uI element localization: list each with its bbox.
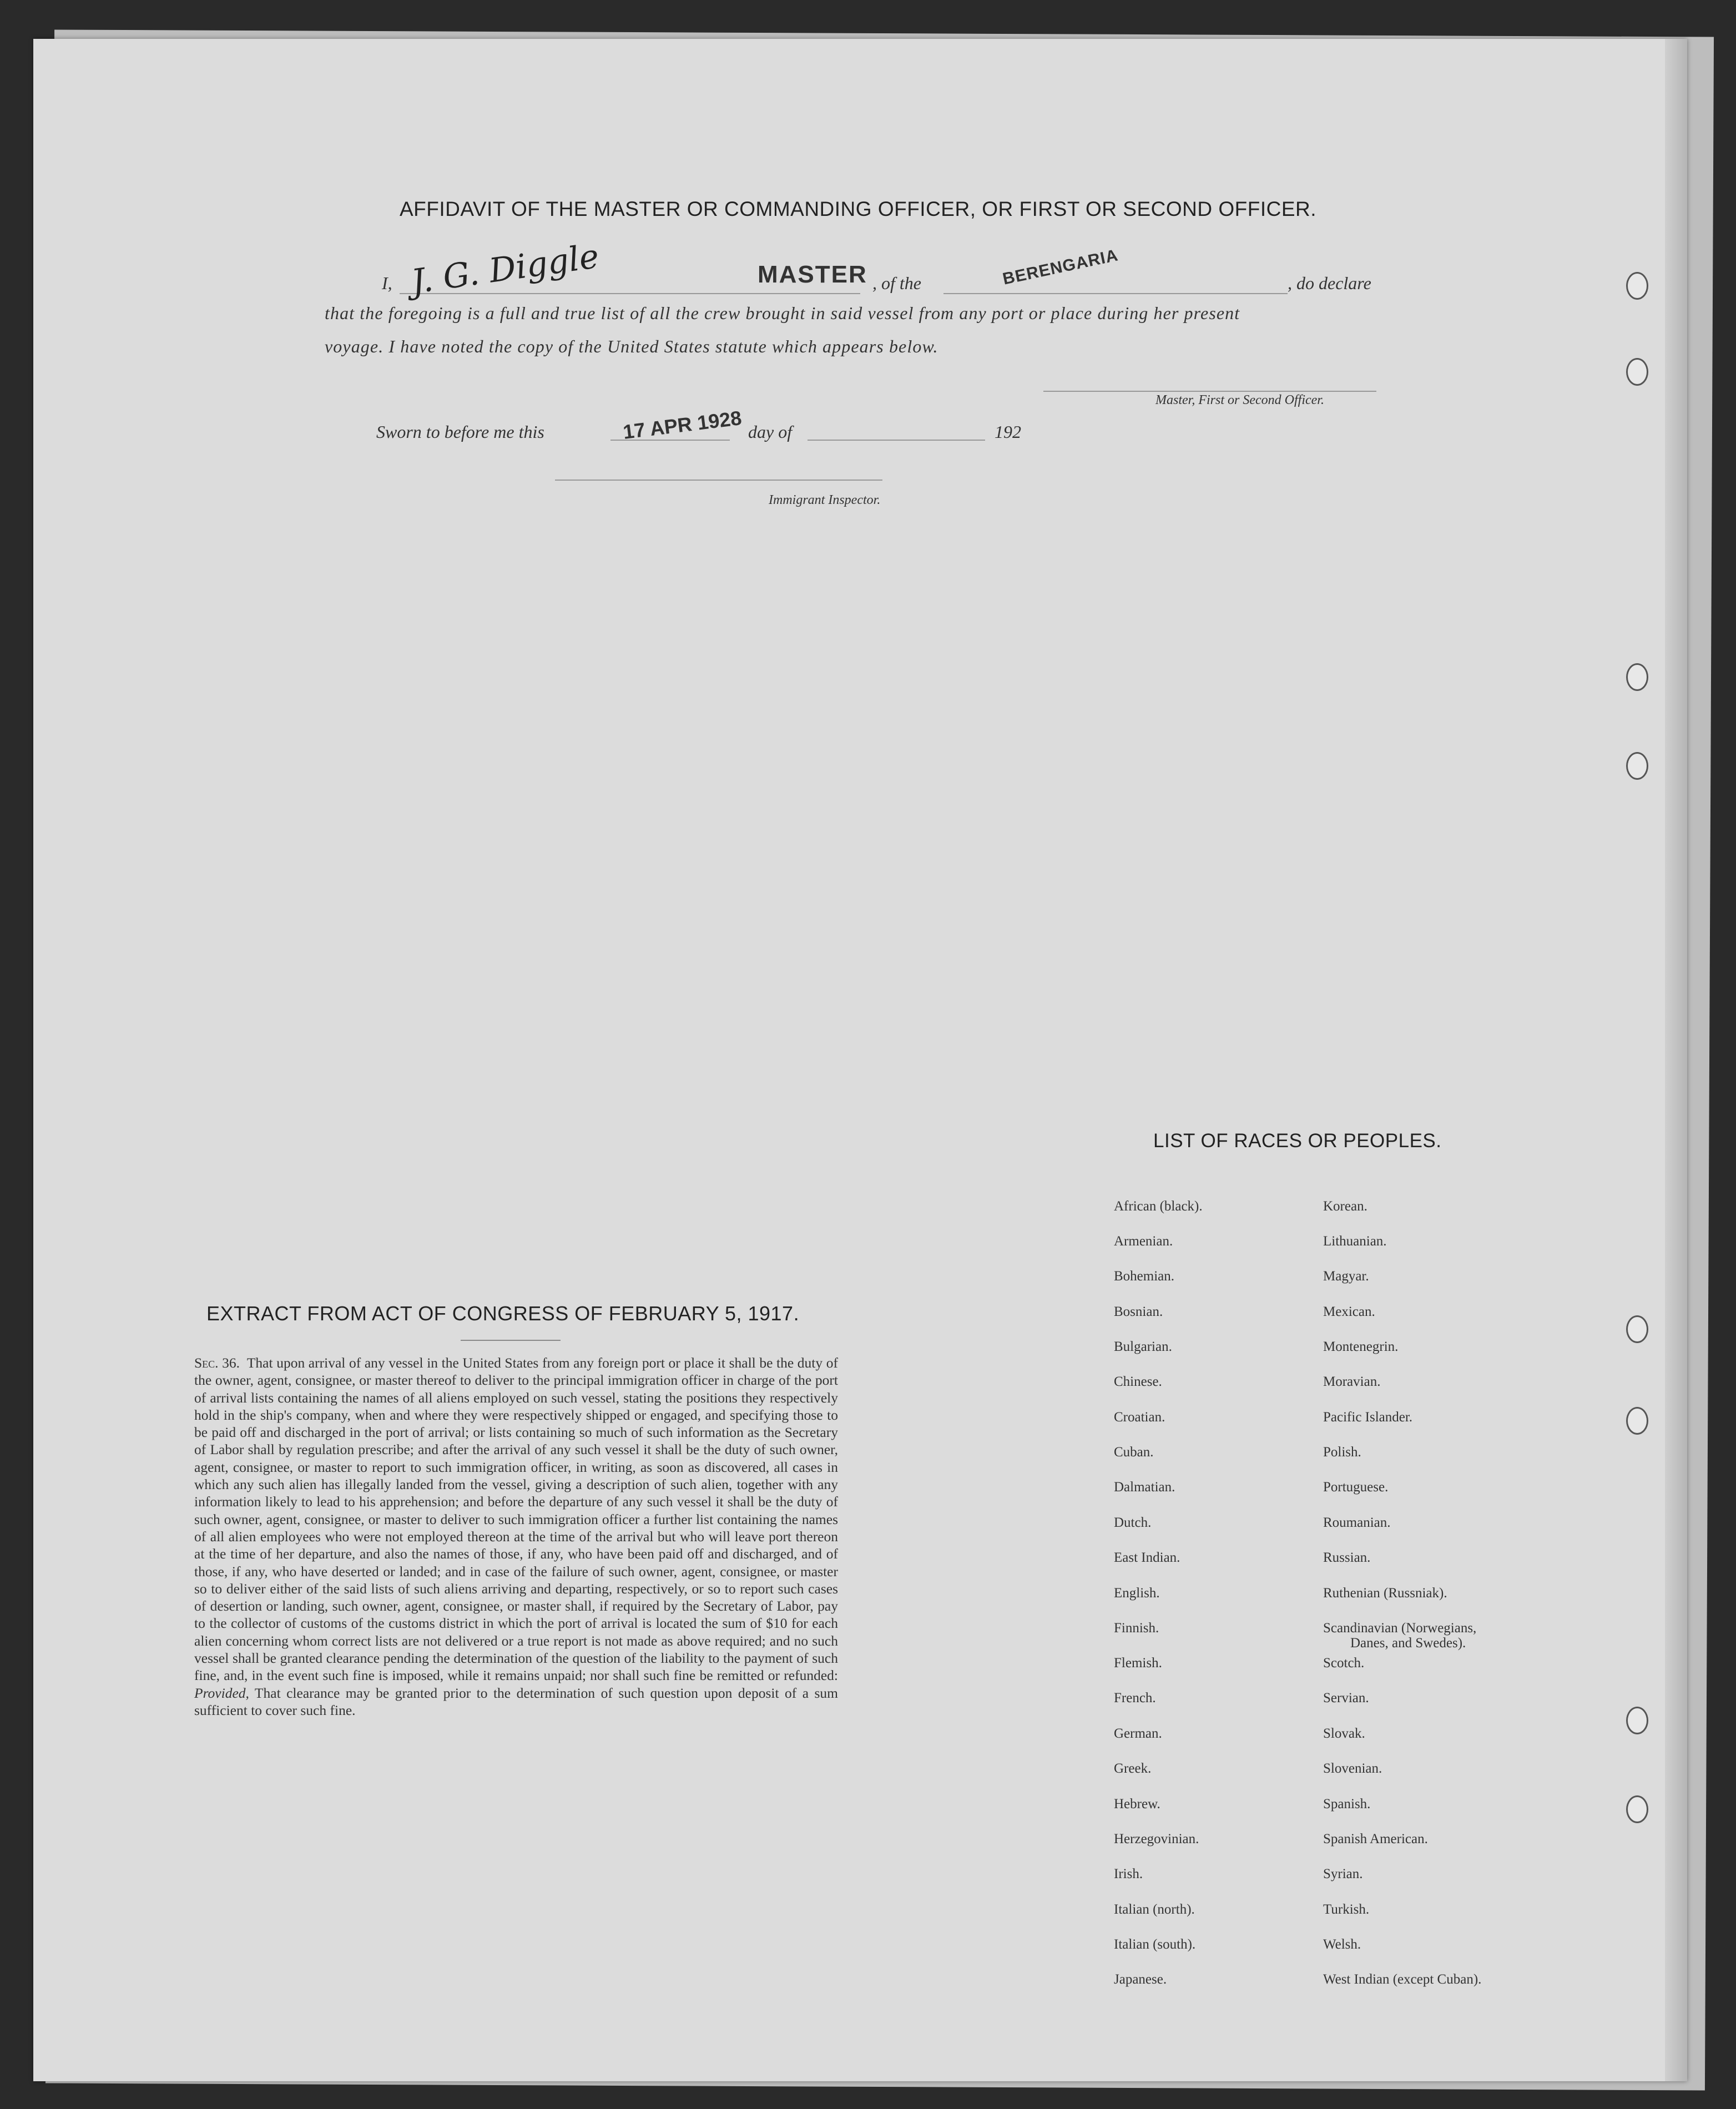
inspector-signature-line bbox=[555, 480, 882, 481]
race-item: Pacific Islander. bbox=[1323, 1410, 1413, 1425]
race-item: Welsh. bbox=[1323, 1937, 1361, 1952]
page-edge bbox=[1665, 39, 1687, 2081]
race-item: Turkish. bbox=[1323, 1902, 1370, 1917]
races-list-title: LIST OF RACES OR PEOPLES. bbox=[1153, 1130, 1442, 1152]
race-item: Greek. bbox=[1114, 1761, 1152, 1776]
race-item: Chinese. bbox=[1114, 1374, 1162, 1389]
extract-body bbox=[194, 1354, 838, 1719]
extract-text-end: That clearance may be granted prior to the determination of such question upon deposit of a sum sufficient to cover such fine. bbox=[194, 1684, 839, 1718]
race-item: Scandinavian (Norwegians, bbox=[1323, 1621, 1477, 1636]
race-item: Ruthenian (Russniak). bbox=[1323, 1586, 1447, 1601]
race-item: Moravian. bbox=[1323, 1374, 1381, 1389]
race-item: Flemish. bbox=[1114, 1656, 1162, 1671]
race-item: Cuban. bbox=[1114, 1445, 1154, 1460]
race-item: Russian. bbox=[1323, 1550, 1371, 1565]
binder-hole bbox=[1626, 1795, 1648, 1823]
binder-hole bbox=[1626, 358, 1648, 386]
race-item: Danes, and Swedes). bbox=[1350, 1636, 1466, 1651]
race-item: East Indian. bbox=[1114, 1550, 1180, 1565]
race-item: Japanese. bbox=[1114, 1972, 1167, 1987]
race-item: Dutch. bbox=[1114, 1515, 1152, 1530]
race-item: African (black). bbox=[1114, 1199, 1203, 1214]
race-item: Herzegovinian. bbox=[1114, 1832, 1199, 1846]
binder-hole bbox=[1626, 663, 1648, 691]
race-item: Armenian. bbox=[1114, 1234, 1173, 1249]
binder-hole bbox=[1626, 1315, 1648, 1343]
race-item: Dalmatian. bbox=[1114, 1480, 1175, 1495]
extract-text: That upon arrival of any vessel in the United States from any foreign port or place it shall be the duty of the owner, agent, consignee, or master thereof to deliver to the principal immigration officer in charge of the port of arrival lists containing the names of all aliens employed on such vessel, stating the positions they respectively hold in the ship's company, when and where they were respectively shipped or engaged, and specifying those to be paid off and discharged in the port of arrival; or lists containing so much of such information as the Secretary of Labor shall by regulation prescribe; and after the arrival of any such vessel it shall be the duty of such owner, agent, consignee, or master to report to such immigration officer, in writing, as soon as discovered, all cases in which any such alien has illegally landed from the vessel, giving a description of such alien, together with any information likely to lead to his apprehension; and before the departure of any such vessel it shall be the duty of such owner, agent, consignee, or master to deliver to such immigration officer a further list containing the names of all alien employees who were not employed thereon at the time of the arrival but who will leave port thereon at the time of her departure, and also the names of those, if any, who have been paid off and discharged, and of those, if any, who have deserted or landed; and in case of the failure of such owner, agent, consignee, or master so to deliver either of the said lists of such aliens arriving and departing, respectively, or so to report such cases of desertion or landing, such owner, agent, consignee, or master shall, if required by the Secretary of Labor, pay to the collector of customs of the customs district in which the port of arrival is located the sum of $10 for each alien concerning whom correct lists are not delivered or a true report is not made as above required; and no such vessel shall be granted clearance pending the determination of the question of the liability to the payment of such fine, and, in the event such fine is imposed, while it remains unpaid; nor shall such fine be remitted or refunded: bbox=[194, 1355, 838, 1684]
extract-title-rule bbox=[461, 1340, 561, 1341]
sworn-month-line bbox=[808, 440, 985, 441]
race-item: Mexican. bbox=[1323, 1304, 1375, 1319]
date-stamp: 17 APR 1928 bbox=[622, 406, 743, 443]
affidavit-intro-i: I, bbox=[382, 273, 392, 293]
race-item: French. bbox=[1114, 1691, 1156, 1706]
race-item: Irish. bbox=[1114, 1866, 1143, 1881]
race-item: West Indian (except Cuban). bbox=[1323, 1972, 1482, 1987]
officer-caption: Master, First or Second Officer. bbox=[1155, 393, 1324, 407]
race-item: Bohemian. bbox=[1114, 1269, 1175, 1284]
race-item: Hebrew. bbox=[1114, 1797, 1160, 1812]
provided-word: Provided, bbox=[194, 1684, 249, 1701]
officer-signature-line bbox=[1043, 391, 1376, 392]
binder-hole bbox=[1626, 1407, 1648, 1435]
day-of-text: day of bbox=[748, 422, 793, 442]
race-item: Lithuanian. bbox=[1323, 1234, 1387, 1249]
race-item: Korean. bbox=[1323, 1199, 1367, 1214]
affidavit-title: AFFIDAVIT OF THE MASTER OR COMMANDING OFFICER, OR FIRST OR SECOND OFFICER. bbox=[400, 198, 1317, 220]
race-item: Italian (north). bbox=[1114, 1902, 1195, 1917]
binder-hole bbox=[1626, 1707, 1648, 1734]
race-item: Syrian. bbox=[1323, 1866, 1363, 1881]
race-item: Magyar. bbox=[1323, 1269, 1369, 1284]
race-item: Polish. bbox=[1323, 1445, 1361, 1460]
race-item: Bosnian. bbox=[1114, 1304, 1163, 1319]
race-item: Finnish. bbox=[1114, 1621, 1159, 1636]
race-item: English. bbox=[1114, 1586, 1160, 1601]
sworn-text: Sworn to before me this bbox=[376, 422, 544, 442]
race-item: Servian. bbox=[1323, 1691, 1369, 1706]
year-prefix: 192 bbox=[995, 422, 1021, 442]
binder-hole bbox=[1626, 272, 1648, 300]
vessel-stamp: BERENGARIA bbox=[1001, 246, 1120, 289]
race-item: Roumanian. bbox=[1323, 1515, 1391, 1530]
extract-title: EXTRACT FROM ACT OF CONGRESS OF FEBRUARY 5, 1917. bbox=[206, 1302, 800, 1325]
race-item: Portuguese. bbox=[1323, 1480, 1389, 1495]
master-signature: J. G. Diggle bbox=[408, 236, 602, 302]
race-item: Spanish. bbox=[1323, 1797, 1371, 1812]
inspector-caption: Immigrant Inspector. bbox=[769, 493, 881, 507]
race-item: Slovak. bbox=[1323, 1726, 1365, 1741]
affidavit-body-line-1: that the foregoing is a full and true list of all the crew brought in said vessel from any port or place during her present bbox=[325, 303, 1240, 323]
affidavit-body-line-2: voyage. I have noted the copy of the United States statute which appears below. bbox=[325, 336, 938, 356]
rank-stamp: MASTER bbox=[758, 261, 867, 288]
vessel-line bbox=[943, 293, 1288, 294]
section-label: Sec. 36. bbox=[194, 1355, 240, 1371]
race-item: German. bbox=[1114, 1726, 1162, 1741]
race-item: Spanish American. bbox=[1323, 1832, 1428, 1846]
race-item: Montenegrin. bbox=[1323, 1339, 1399, 1354]
race-item: Italian (south). bbox=[1114, 1937, 1196, 1952]
race-item: Slovenian. bbox=[1323, 1761, 1382, 1776]
race-item: Scotch. bbox=[1323, 1656, 1365, 1671]
race-item: Croatian. bbox=[1114, 1410, 1165, 1425]
of-the-text: , of the bbox=[872, 273, 921, 293]
binder-hole bbox=[1626, 752, 1648, 780]
do-declare-text: , do declare bbox=[1288, 273, 1371, 293]
race-item: Bulgarian. bbox=[1114, 1339, 1172, 1354]
